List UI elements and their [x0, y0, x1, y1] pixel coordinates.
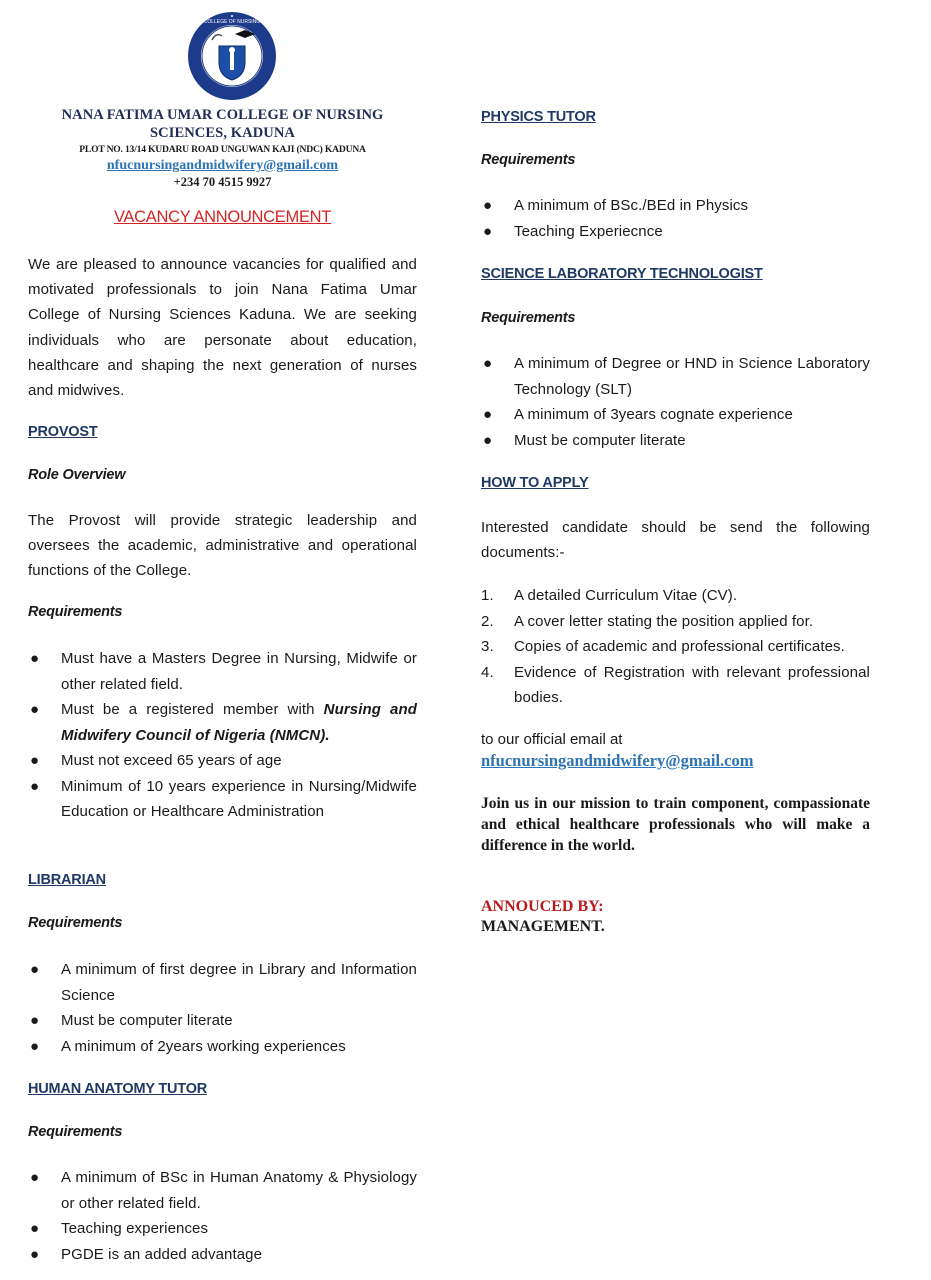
list-item: ● Teaching Experiecnce: [481, 219, 870, 245]
bullet-icon: ●: [483, 197, 493, 214]
college-name-line2: SCIENCES, KADUNA: [149, 125, 295, 141]
bullet-icon: ●: [483, 406, 493, 423]
list-item: 3. Copies of academic and professional certificates.: [481, 638, 845, 655]
provost-heading: PROVOST: [28, 424, 98, 440]
nmcn-emphasis: Nursing and Midwifery Council of Nigeria (NMCN).: [61, 701, 417, 744]
physics-tutor-heading: PHYSICS TUTOR: [481, 109, 596, 125]
librarian-requirements-list: [28, 957, 417, 1059]
documents-list: [481, 583, 870, 711]
list-item: ● Must not exceed 65 years of age: [28, 748, 417, 774]
college-crest-icon: [186, 10, 278, 102]
list-item: 1. A detailed Curriculum Vitae (CV).: [481, 587, 738, 604]
bullet-icon: ●: [483, 431, 493, 449]
list-item: ● A minimum of Degree or HND in Science Laboratory Technology (SLT): [481, 351, 870, 402]
lab-technologist-heading: SCIENCE LABORATORY TECHNOLOGIST: [481, 266, 763, 282]
provost-requirements-label: Requirements: [28, 604, 123, 620]
how-to-apply-heading: HOW TO APPLY: [481, 475, 589, 491]
mission-statement: Join us in our mission to train component, compassionate and ethical healthcare professionals who will make a difference in the world.: [481, 795, 870, 854]
bullet-icon: ●: [30, 961, 40, 978]
list-item: ● Must have a Masters Degree in Nursing, Midwife or other related field.: [28, 646, 417, 697]
college-phone: +234 70 4515 9927: [173, 175, 272, 189]
bullet-icon: ●: [483, 355, 493, 372]
bullet-icon: ●: [30, 650, 40, 667]
vacancy-announcement-title: VACANCY ANNOUNCEMENT: [113, 208, 332, 226]
announced-by-label: ANNOUCED BY:: [481, 898, 604, 915]
lab-technologist-requirements-list: [481, 351, 870, 453]
provost-requirements-list: [28, 646, 417, 825]
anatomy-tutor-heading: HUMAN ANATOMY TUTOR: [28, 1081, 208, 1097]
how-to-apply-intro: Interested candidate should be send the following documents:-: [481, 519, 870, 562]
list-item: ● Minimum of 10 years experience in Nursing/Midwife Education or Healthcare Administration: [28, 774, 417, 825]
bullet-icon: ●: [30, 1037, 40, 1055]
letterhead: [28, 106, 417, 191]
svg-text:COLLEGE OF NURSING: COLLEGE OF NURSING: [203, 19, 261, 25]
list-item: 2. A cover letter stating the position applied for.: [481, 612, 814, 630]
list-item: 4. Evidence of Registration with relevant professional bodies.: [481, 663, 870, 706]
list-item: ● A minimum of first degree in Library and Information Science: [28, 957, 417, 1008]
list-item: ● A minimum of BSc./BEd in Physics: [481, 193, 870, 219]
list-item: ● A minimum of BSc in Human Anatomy & Physiology or other related field.: [28, 1165, 417, 1216]
bullet-icon: ●: [483, 222, 493, 240]
list-item: ● A minimum of 3years cognate experience: [481, 402, 870, 428]
bullet-icon: ●: [30, 1012, 40, 1029]
list-item: ● A minimum of 2years working experiences: [28, 1034, 417, 1060]
list-item: ● Must be computer literate: [28, 1008, 417, 1034]
list-item: ● PGDE is an added advantage: [28, 1242, 417, 1268]
list-item: ● Must be a registered member with Nursing and Midwifery Council of Nigeria (NMCN).: [28, 697, 417, 748]
list-item: ● Teaching experiences: [28, 1216, 417, 1242]
librarian-requirements-label: Requirements: [28, 915, 123, 931]
apply-email-link[interactable]: nfucnursingandmidwifery@gmail.com: [481, 751, 754, 770]
physics-tutor-requirements-list: [481, 193, 870, 244]
bullet-icon: ●: [30, 1169, 40, 1186]
provost-role-overview-label: Role Overview: [28, 467, 126, 483]
intro-paragraph: We are pleased to announce vacancies for qualified and motivated professionals to join Nana Fatima Umar College of Nursing Sciences Kaduna. We are seeking individuals who are personate about education, healthcare and shaping the next generation of nurses and midwives.: [28, 256, 417, 400]
list-item: ● Must be computer literate: [481, 428, 870, 454]
lab-technologist-requirements-label: Requirements: [481, 310, 576, 326]
physics-tutor-requirements-label: Requirements: [481, 152, 576, 168]
bullet-icon: ●: [30, 701, 40, 718]
email-prefix-text: to our official email at: [481, 731, 623, 748]
anatomy-tutor-requirements-list: [28, 1165, 417, 1267]
college-address: PLOT NO. 13/14 KUDARU ROAD UNGUWAN KAJI (NDC) KADUNA: [79, 144, 366, 155]
anatomy-tutor-requirements-label: Requirements: [28, 1124, 123, 1140]
college-name-line1: NANA FATIMA UMAR COLLEGE OF NURSING: [61, 107, 384, 123]
announced-by-value: MANAGEMENT.: [481, 918, 605, 935]
header-email-link[interactable]: nfucnursingandmidwifery@gmail.com: [106, 158, 339, 173]
provost-role-overview: The Provost will provide strategic leadership and oversees the academic, administrative and operational functions of the College.: [28, 512, 417, 580]
bullet-icon: ●: [30, 777, 40, 795]
bullet-icon: ●: [30, 1245, 40, 1263]
bullet-icon: ●: [30, 752, 40, 769]
bullet-icon: ●: [30, 1220, 40, 1237]
librarian-heading: LIBRARIAN: [28, 872, 106, 888]
